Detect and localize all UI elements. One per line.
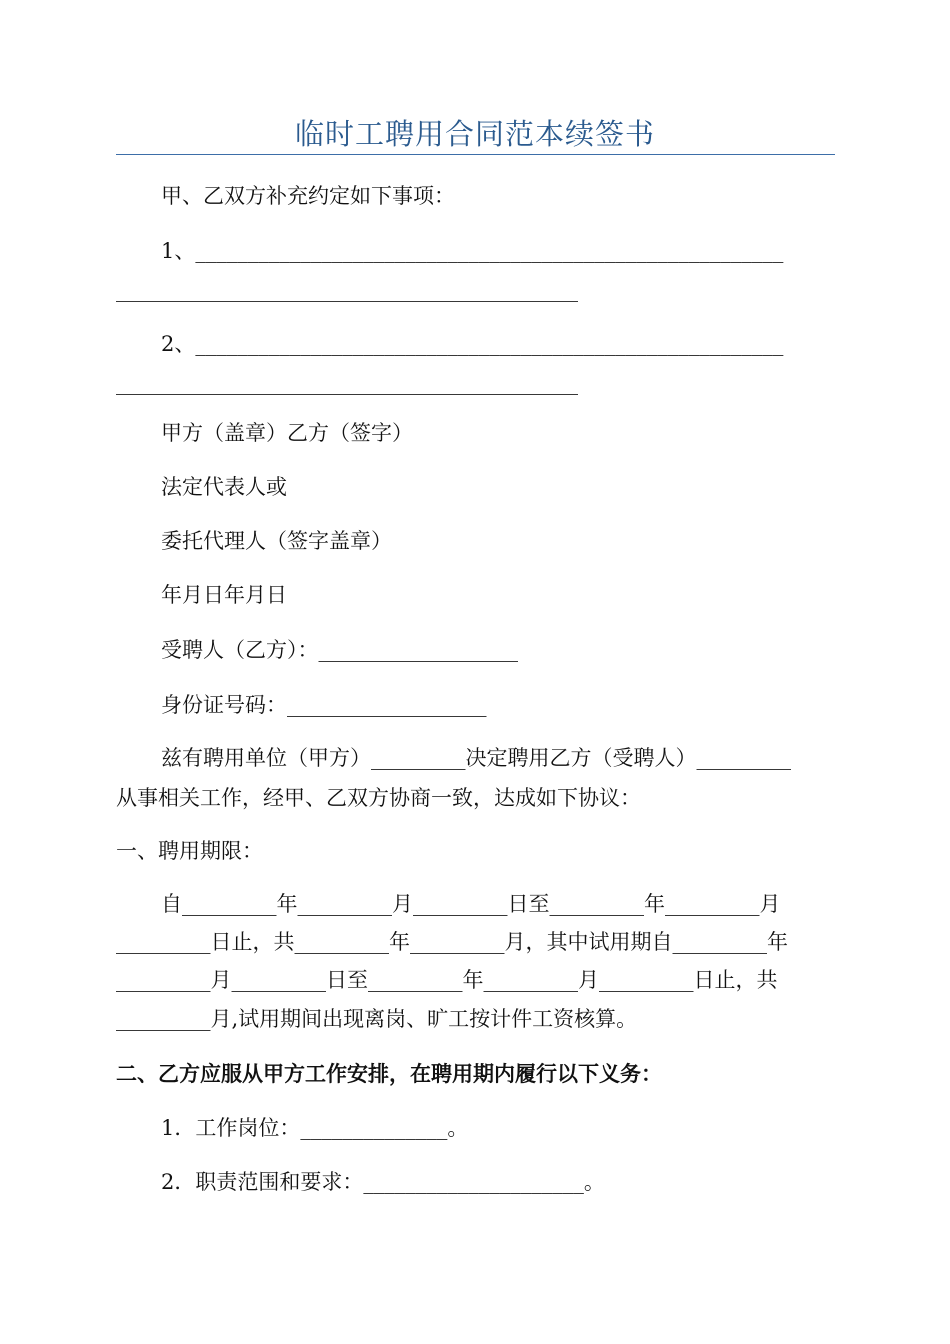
agreement-intro-cont: 从事相关工作，经甲、乙双方协商一致，达成如下协议： xyxy=(116,786,641,810)
supplement-item-2-cont: ____________________________________________ xyxy=(116,371,578,395)
legal-representative: 法定代表人或 xyxy=(161,475,287,499)
supplement-item-2: 2、________________________________________________________ xyxy=(161,332,784,356)
title-underline xyxy=(116,154,835,155)
term-line-3: _________月_________日至_________年_________月_________日止，共 xyxy=(116,968,778,992)
employee-field: 受聘人（乙方）：___________________ xyxy=(161,638,518,662)
signature-dates: 年月日年月日 xyxy=(161,583,287,607)
duty-item-1: 1．工作岗位：______________。 xyxy=(161,1116,469,1140)
agreement-intro: 兹有聘用单位（甲方）_________决定聘用乙方（受聘人）_________ xyxy=(161,746,791,770)
signature-parties: 甲方（盖章）乙方（签字） xyxy=(161,421,413,445)
section-1-heading: 一、聘用期限： xyxy=(116,839,263,863)
term-line-4: _________月,试用期间出现离岗、旷工按计件工资核算。 xyxy=(116,1007,638,1031)
supplement-intro: 甲、乙双方补充约定如下事项： xyxy=(161,184,455,208)
supplement-item-1: 1、________________________________________________________ xyxy=(161,239,784,263)
term-line-1: 自_________年_________月_________日至_________年_________月 xyxy=(161,892,781,916)
section-2-heading: 二、乙方应服从甲方工作安排，在聘用期内履行以下义务： xyxy=(116,1061,662,1086)
authorized-agent: 委托代理人（签字盖章） xyxy=(161,529,392,553)
supplement-item-1-cont: ____________________________________________ xyxy=(116,278,578,302)
term-line-2: _________日止，共_________年_________月，其中试用期自_________年 xyxy=(116,930,788,954)
document-title: 临时工聘用合同范本续签书 xyxy=(294,117,655,151)
id-number-field: 身份证号码：___________________ xyxy=(161,693,487,717)
duty-item-2: 2．职责范围和要求：_____________________。 xyxy=(161,1170,605,1194)
